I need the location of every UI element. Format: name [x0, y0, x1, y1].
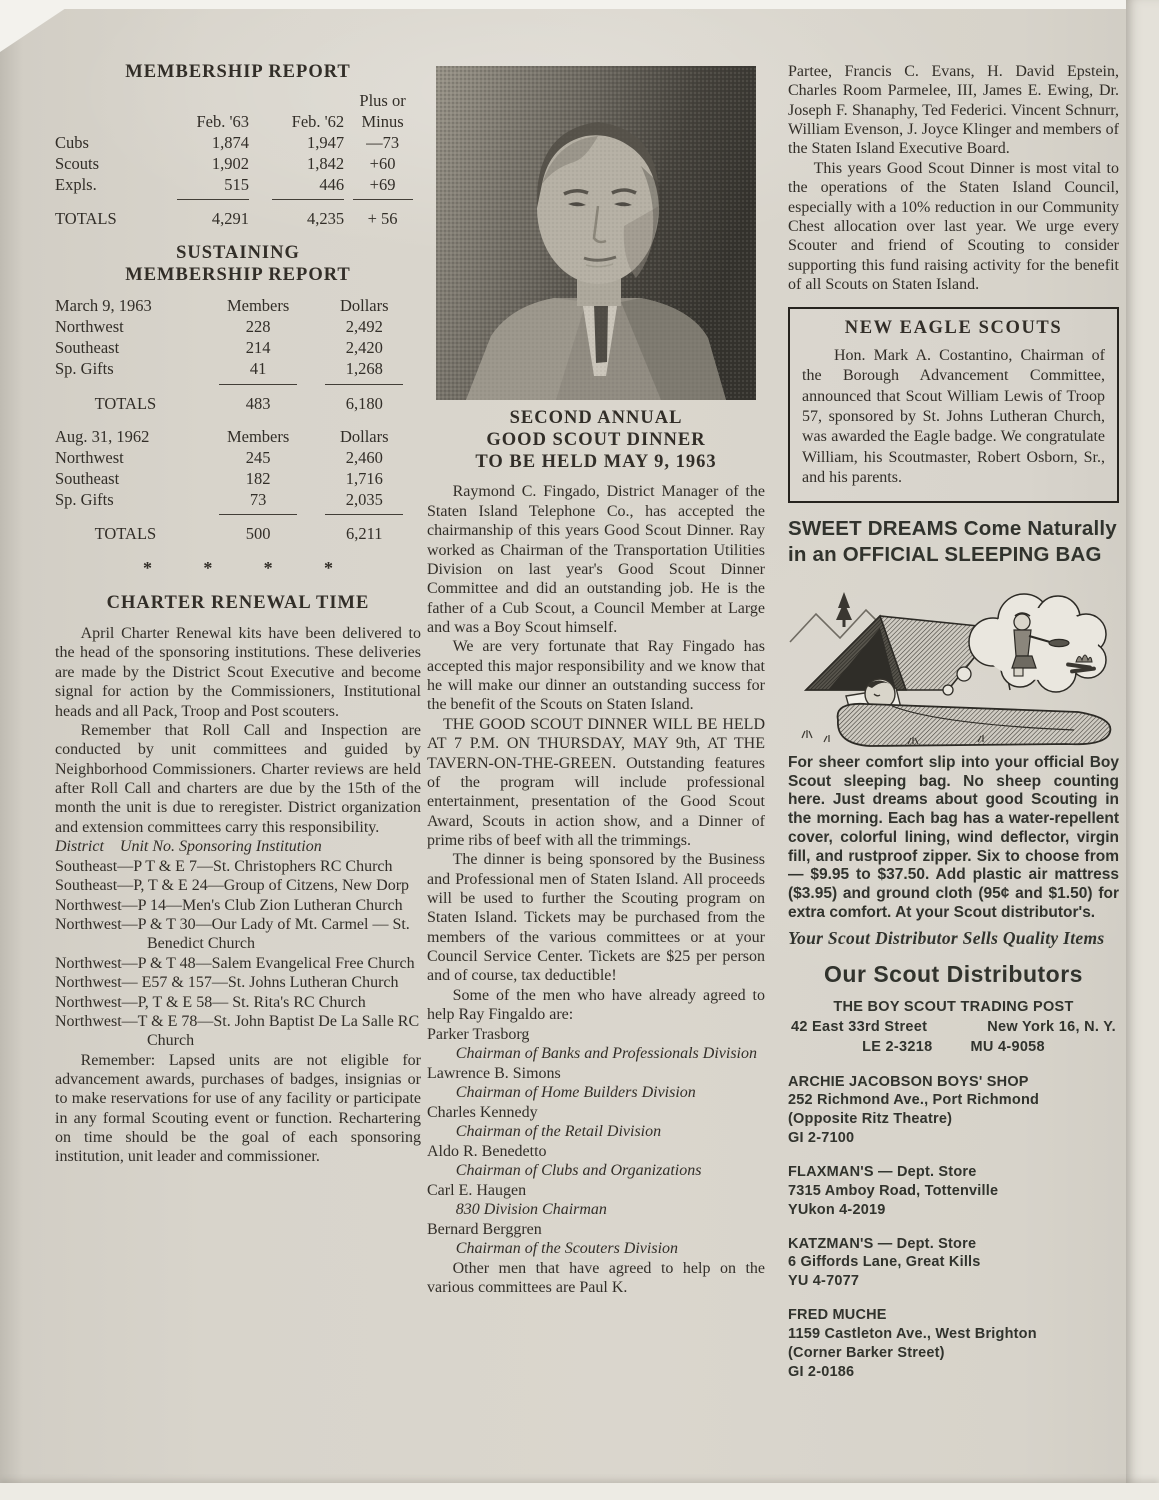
cell-value: 515 — [224, 175, 249, 195]
col-header-dollars: Dollars — [339, 426, 389, 446]
sustaining-title-line1: SUSTAINING — [176, 243, 300, 264]
scan-edge-top — [0, 0, 1159, 9]
cell-value: 2,492 — [345, 317, 383, 337]
distributor-phones-row — [788, 1037, 1119, 1057]
cell-value: 73 — [249, 490, 267, 510]
distributor-name: FRED MUCHE — [788, 1307, 887, 1324]
unit-entry: Southeast—P T & E 7—St. Christophers RC Church — [55, 858, 393, 876]
col-header-minus: Minus — [361, 111, 404, 131]
sustaining-table-aug — [55, 426, 421, 545]
table-date: March 9, 1963 — [55, 296, 152, 316]
chairman-name: Lawrence B. Simons — [427, 1064, 561, 1082]
table-row — [55, 447, 421, 468]
cell-value: 2,460 — [345, 447, 383, 467]
table-date: Aug. 31, 1962 — [55, 426, 150, 446]
distributor-trading-post — [788, 997, 1119, 1058]
cell-value: 4,291 — [211, 209, 249, 229]
cell-value: —73 — [366, 133, 400, 153]
chairman-name: Charles Kennedy — [427, 1103, 538, 1121]
unit-entry: Northwest—P & T 48—Salem Evangelical Free Church — [55, 954, 415, 972]
chairman-name: Bernard Berggren — [427, 1220, 542, 1238]
col-header-members: Members — [226, 426, 290, 446]
distributors-title: Our Scout Distributors — [824, 960, 1083, 987]
sustaining-title-line2: MEMBERSHIP REPORT — [125, 265, 351, 286]
distributor-name: THE BOY SCOUT TRADING POST — [833, 998, 1074, 1015]
col-header-feb63: Feb. '63 — [196, 111, 249, 131]
charter-paragraph-2: Remember that Roll Call and Inspection are conducted by unit committees and guided by Neighborhood Commissioners. Charter reviews are held after Roll Call and charters are due by the 15th of the month the unit is due to reregister. District organization and extension committees carry this responsibility. — [55, 721, 421, 836]
distributor-city: New York 16, N. Y. — [987, 1019, 1116, 1036]
row-label: Sp. Gifts — [55, 359, 114, 379]
row-label: Southeast — [55, 468, 120, 488]
middle-column — [427, 66, 765, 1297]
membership-report-title: MEMBERSHIP REPORT — [125, 62, 351, 82]
cell-value: 6,180 — [345, 393, 383, 413]
cell-value: 228 — [245, 317, 271, 337]
cell-value: +69 — [369, 175, 396, 195]
distributor-address-row — [788, 1017, 1119, 1037]
chairman-role: Chairman of Home Builders Division — [455, 1084, 696, 1102]
cell-value: 483 — [245, 393, 271, 413]
col-header-plus: Plus or — [359, 90, 406, 110]
distributor-entry — [788, 1235, 1119, 1292]
distributor-phone: GI 2-0186 — [788, 1363, 855, 1380]
row-label: Cubs — [55, 133, 89, 153]
table-row — [55, 426, 421, 447]
totals-label: TOTALS — [94, 524, 157, 544]
right-column — [788, 62, 1119, 1381]
rule-row — [55, 195, 421, 202]
sleeping-bag-illustration — [788, 572, 1119, 748]
dinner-paragraph-4: The dinner is being sponsored by the Business and Professional men of Staten Island. All proceeds will be used to further the Scouting program on Staten Island. Tickets may be purchased from the members of the various committees or at your Council Service Center. Tickets are $25 per person and of course, tax deductible! — [427, 851, 765, 985]
chairman-name: Carl E. Haugen — [427, 1181, 527, 1199]
table-row — [55, 111, 421, 132]
cell-value: 500 — [245, 524, 271, 544]
distributor-phone: MU 4-9058 — [970, 1039, 1045, 1056]
dinner-paragraph-2: We are very fortunate that Ray Fingado has accepted this major responsibility and we know that he will make our dinner an outstanding success for the benefit of the Scouts on Staten Island. — [427, 638, 765, 714]
distributor-phone: YU 4-7077 — [788, 1273, 860, 1290]
row-label: Expls. — [55, 175, 97, 195]
unit-entry: Southeast—P, T & E 24—Group of Citzens, New Dorp — [55, 877, 410, 895]
distributor-name: FLAXMAN'S — Dept. Store — [788, 1164, 977, 1180]
dinner-paragraph-5: Some of the men who have already agreed to help Ray Fingaldo are: — [427, 986, 765, 1024]
sustaining-table-march — [55, 295, 421, 414]
ad-body-text: For sheer comfort slip into your official Boy Scout sleeping bag. No sheep counting here. Just dreams about good Scouting in the morning. Each bag has a water-repellent cover, colorful lining, wind deflector, virgin fill, and rustproof zipper. Six to choose from — $9.95 to $37.50. Add plastic air mattress ($3.95) and ground cloth (95¢ and $1.50) for extra comfort. At your Scout distributor's. — [788, 753, 1119, 921]
page-edge-right — [1126, 0, 1159, 1500]
row-label: Sp. Gifts — [55, 490, 114, 510]
sleeping-bag-ad — [788, 516, 1119, 1381]
chairman-role: Chairman of Clubs and Organizations — [455, 1162, 702, 1180]
chairman-role: 830 Division Chairman — [455, 1201, 607, 1219]
ad-tagline: Your Scout Distributor Sells Quality Items — [788, 927, 1105, 948]
chairman-role: Chairman of the Scouters Division — [455, 1240, 679, 1258]
cell-value: + 56 — [367, 209, 398, 229]
dinner-title-line2: GOOD SCOUT DINNER — [486, 429, 706, 450]
distributor-address: 42 East 33rd Street — [791, 1019, 928, 1036]
eagle-scouts-title: NEW EAGLE SCOUTS — [844, 318, 1063, 339]
totals-row — [55, 202, 421, 229]
left-column — [55, 62, 421, 1167]
totals-label: TOTALS — [55, 209, 117, 229]
cell-value: 41 — [249, 359, 267, 379]
cell-value: +60 — [369, 154, 396, 174]
unit-entry: Northwest—P, T & E 58— St. Rita's RC Church — [55, 993, 366, 1011]
rule-row — [55, 380, 421, 387]
dinner-importance-paragraph: This years Good Scout Dinner is most vital to the operations of the Staten Island Council, especially with a 10% reduction in our Community Chest allocation over last year. We urge every Scouter and friend of Scouting to consider supporting this fund raising activity for the benefit of all Scouts on Staten Island. — [788, 159, 1119, 293]
table-row — [55, 90, 421, 111]
dinner-title — [427, 408, 765, 473]
table-row — [55, 132, 421, 153]
table-row — [55, 174, 421, 195]
totals-row — [55, 387, 421, 414]
unit-entry: Northwest— E57 & 157—St. Johns Lutheran Church — [55, 974, 399, 992]
charter-paragraph-3: Remember: Lapsed units are not eligible for advancement awards, purchases of badges, insignias or to make reservations for use of any facility or participate in any formal Scouting event or function. Rechartering on time should be the goal of each sponsoring institution, unit leader and commissioner. — [55, 1051, 421, 1166]
distributor-phone: YUkon 4-2019 — [788, 1201, 886, 1218]
cell-value: 2,035 — [345, 490, 383, 510]
distributor-address: 7315 Amboy Road, Tottenville — [788, 1182, 999, 1199]
table-row — [55, 337, 421, 358]
continuation-paragraph: Partee, Francis C. Evans, H. David Epstein, Charles Room Parmelee, III, James E. Ewing, Dr. Joseph F. Shanaphy, Ted Federici. Vincent Schnurr, William Evenson, J. Joyce Klinger and members of the Staten Island Executive Board. — [788, 63, 1119, 158]
new-eagle-scouts-box — [788, 307, 1119, 503]
table-row — [55, 153, 421, 174]
distributor-name: KATZMAN'S — Dept. Store — [788, 1235, 977, 1252]
unit-entry: Northwest—P 14—Men's Club Zion Lutheran Church — [55, 896, 403, 914]
rule-row — [55, 510, 421, 517]
cell-value: 245 — [245, 447, 271, 467]
asterisk-separator: * * * * — [143, 558, 333, 579]
distributor-entry — [788, 1163, 1119, 1220]
table-row — [55, 468, 421, 489]
cell-value: 1,874 — [211, 133, 249, 153]
membership-table — [55, 90, 421, 230]
totals-row — [55, 517, 421, 544]
cell-value: 4,235 — [307, 209, 345, 229]
distributor-address: 1159 Castleton Ave., West Brighton — [788, 1325, 1037, 1342]
row-label: Northwest — [55, 317, 124, 337]
chairman-name: Aldo R. Benedetto — [427, 1142, 547, 1160]
distributor-phone: GI 2-7100 — [788, 1130, 855, 1147]
col-header-feb62: Feb. '62 — [291, 111, 345, 131]
cell-value: 1,268 — [345, 359, 383, 379]
unit-entry: Northwest—T & E 78—St. John Baptist De La Salle RC Church — [55, 1012, 420, 1050]
cell-value: 6,211 — [346, 524, 383, 544]
chairman-role: Chairman of the Retail Division — [455, 1123, 662, 1141]
table-row — [55, 489, 421, 510]
cell-value: 1,902 — [211, 154, 249, 174]
chairman-role: Chairman of Banks and Professionals Division — [455, 1045, 757, 1063]
dinner-title-line1: SECOND ANNUAL — [509, 408, 683, 428]
chairmen-list — [427, 1025, 765, 1259]
dinner-paragraph-6: Other men that have agreed to help on the various committees are Paul K. — [427, 1259, 765, 1297]
ad-headline-line2: in an OFFICIAL SLEEPING BAG — [788, 543, 1102, 567]
distributor-address: 252 Richmond Ave., Port Richmond — [788, 1092, 1040, 1109]
cell-value: 446 — [319, 175, 345, 195]
row-label: Scouts — [55, 154, 100, 174]
distributor-entry — [788, 1073, 1119, 1148]
cell-value: 1,842 — [307, 154, 345, 174]
distributor-phone: LE 2-3218 — [862, 1039, 933, 1056]
portrait-photo — [436, 66, 756, 400]
district-list-header: District Unit No. Sponsoring Institution — [55, 838, 322, 856]
table-row — [55, 358, 421, 379]
distributor-address: 6 Giffords Lane, Great Kills — [788, 1254, 981, 1271]
table-row — [55, 295, 421, 316]
row-label: Northwest — [55, 447, 124, 467]
charter-renewal-title: CHARTER RENEWAL TIME — [106, 593, 370, 614]
chairman-name: Parker Trasborg — [427, 1025, 530, 1043]
eagle-scouts-body: Hon. Mark A. Costantino, Chairman of the Borough Advancement Committee, announced that Scout William Lewis of Troop 57, sponsored by St. Johns Lutheran Church, was awarded the Eagle badge. We congratulate William, his Scoutmaster, Robert Osborn, Sr., and his parents. — [802, 347, 1105, 487]
dinner-paragraph-1: Raymond C. Fingado, District Manager of the Staten Island Telephone Co., has accepted the chairmanship of this years Good Scout Dinner. Ray worked as Chairman of the Transportation Utilities Division on last year's Good Scout Dinner Committee and did an outstanding job. He is the father of a Cub Scout, a Council Member at Large and was a Boy Scout himself. — [427, 483, 765, 636]
cell-value: 2,420 — [345, 338, 383, 358]
cell-value: 1,947 — [307, 133, 345, 153]
dinner-title-line3: TO BE HELD MAY 9, 1963 — [475, 451, 717, 472]
row-label: Southeast — [55, 338, 120, 358]
distributor-entry — [788, 1306, 1119, 1381]
charter-paragraph-1: April Charter Renewal kits have been delivered to the head of the sponsoring institutions. These deliveries are made by the District Scout Executive and become signal for action by the Commissioners, Institutional heads and all Pack, Troop and Post scouters. — [55, 625, 421, 720]
unit-entry: Northwest—P & T 30—Our Lady of Mt. Carmel — St. Benedict Church — [55, 916, 410, 953]
col-header-members: Members — [226, 296, 290, 316]
col-header-dollars: Dollars — [339, 296, 389, 316]
ad-headline-line1: SWEET DREAMS Come Naturally — [788, 517, 1117, 541]
distributor-name: ARCHIE JACOBSON BOYS' SHOP — [788, 1073, 1029, 1090]
totals-label: TOTALS — [94, 393, 157, 413]
scan-edge-bottom — [0, 1483, 1159, 1500]
dinner-paragraph-3: THE GOOD SCOUT DINNER WILL BE HELD AT 7 P.M. ON THURSDAY, MAY 9th, AT THE TAVERN-ON-THE-GREEN. Outstanding features of the program will include professional entertainment, presentation of the Good Scout Award, Scouts in action show, and a Dinner of prime ribs of beef with all the trimmings. — [427, 715, 765, 849]
cell-value: 1,716 — [345, 468, 383, 488]
table-row — [55, 316, 421, 337]
distributor-note: (Corner Barker Street) — [788, 1344, 945, 1361]
cell-value: 182 — [245, 468, 271, 488]
distributor-note: (Opposite Ritz Theatre) — [788, 1111, 953, 1128]
cell-value: 214 — [245, 338, 271, 358]
